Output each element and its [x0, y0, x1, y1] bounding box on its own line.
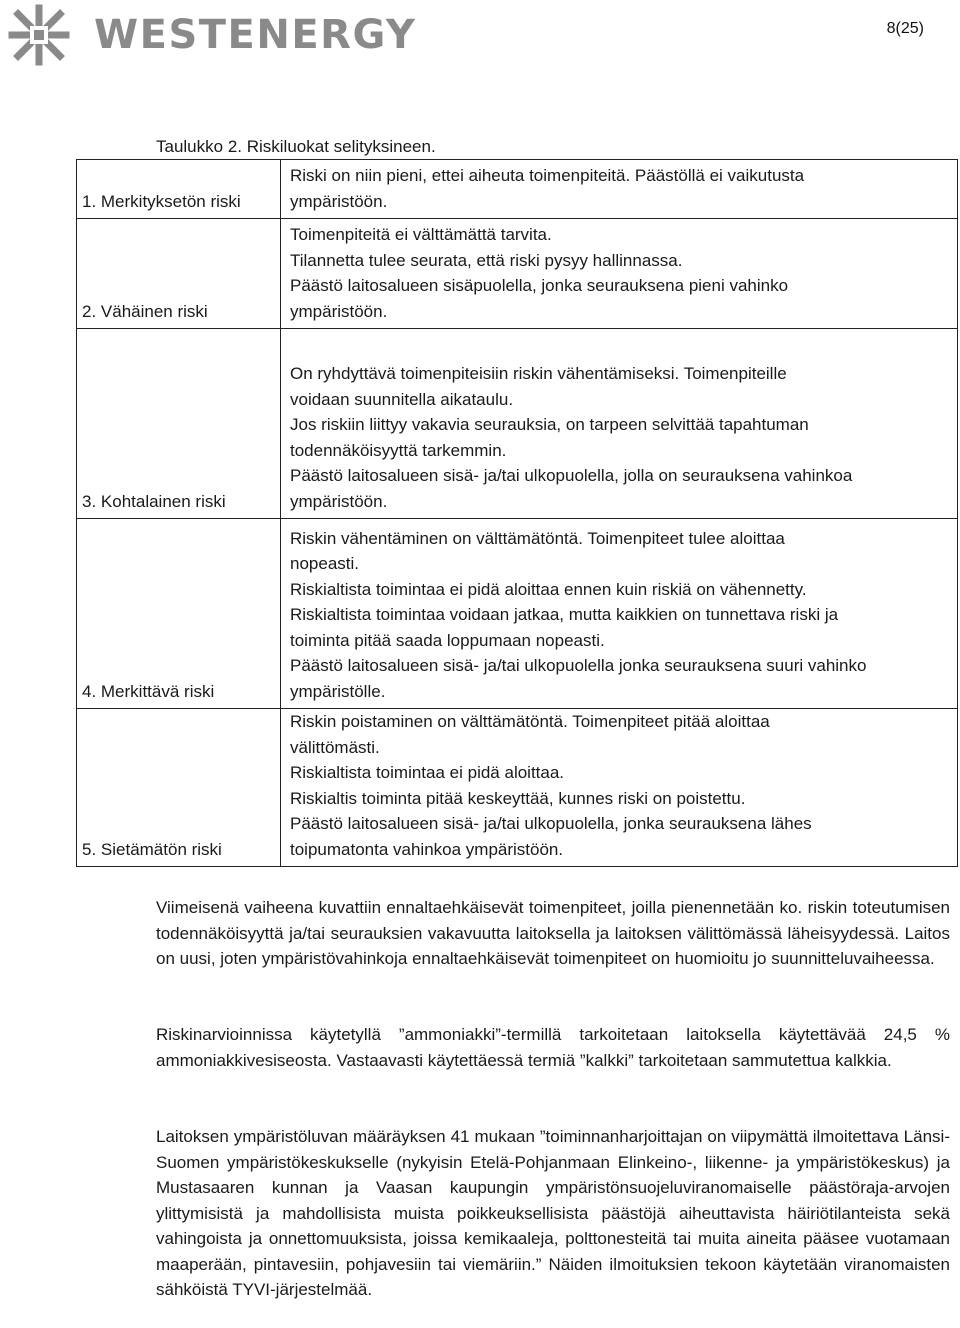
description-line: Riskialtista toimintaa voidaan jatkaa, mutta kaikkien on tunnettava riski ja	[290, 605, 839, 624]
description-line: Riskialtista toimintaa ei pidä aloittaa.	[290, 763, 565, 782]
risk-description	[281, 160, 958, 219]
risk-table	[76, 159, 958, 867]
risk-category: 2. Vähäinen riski	[77, 219, 281, 329]
description-line: Toimenpiteitä ei välttämättä tarvita.	[290, 225, 552, 244]
description-line: Riskialtis toiminta pitää keskeyttää, kunnes riski on poistettu.	[290, 788, 746, 808]
table-caption: Taulukko 2. Riskiluokat selityksineen.	[156, 137, 436, 156]
description-line: välittömästi.	[290, 737, 380, 757]
body-paragraph: Laitoksen ympäristöluvan määräyksen 41 mukaan ”toiminnanharjoittajan on viipymättä ilmoitettava Länsi-Suomen ympäristökeskukselle (nykyisin Etelä-Pohjanmaan Elinkeino-, liikenne- ja ympäristökeskus) ja Mustasaaren kunnan ja Vaasan kaupungin ympäristönsuojeluviranomaiselle päästöraja-arvojen ylittymisistä ja mahdollisista muista poikkeuksellisista päästöjä aiheuttavista häiriötilanteista sekä vahingoista ja onnettomuuksista, joissa kemikaaleja, polttonesteitä tai muita aineita pääsee vuotamaan maaperään, pintavesiin, pohjavesiin tai viemäriin.” Näiden ilmoituksien tekoon käytetään viranomaisten sähköistä TYVI-järjestelmää.	[156, 1127, 950, 1299]
description-line: ympäristöön.	[290, 301, 388, 321]
description-line: toipumatonta vahinkoa ympäristöön.	[290, 839, 564, 859]
description-line: Riskialtista toimintaa ei pidä aloittaa ennen kuin riskiä on vähennetty.	[290, 579, 807, 599]
description-line: Päästö laitosalueen sisä- ja/tai ulkopuolella, jonka seurauksena lähes	[290, 814, 812, 833]
description-line: ympäristölle.	[290, 681, 386, 701]
page-number: 8(25)	[886, 20, 924, 37]
risk-description	[281, 329, 958, 519]
table-row	[77, 219, 958, 329]
description-line: Päästö laitosalueen sisä- ja/tai ulkopuolella, jolla on seurauksena vahinkoa	[290, 466, 853, 485]
description-line: Riskin vähentäminen on välttämätöntä. Toimenpiteet tulee aloittaa	[290, 528, 785, 548]
description-line: todennäköisyyttä tarkemmin.	[290, 440, 507, 460]
description-line: ympäristöön.	[290, 191, 388, 211]
risk-category: 3. Kohtalainen riski	[77, 329, 281, 519]
risk-description	[281, 219, 958, 329]
description-line: Jos riskiin liittyy vakavia seurauksia, on tarpeen selvittää tapahtuman	[290, 415, 809, 434]
table-row	[77, 329, 958, 519]
risk-category: 4. Merkittävä riski	[77, 519, 281, 709]
risk-description	[281, 709, 958, 867]
description-line: Tilannetta tulee seurata, että riski pysyy hallinnassa.	[290, 250, 683, 270]
description-line: toiminta pitää saada loppumaan nopeasti.	[290, 630, 605, 650]
description-line: voidaan suunnitella aikataulu.	[290, 389, 514, 409]
description-line: Riskin poistaminen on välttämätöntä. Toimenpiteet pitää aloittaa	[290, 712, 770, 731]
page-header	[0, 0, 960, 70]
description-line: ympäristöön.	[290, 491, 388, 511]
risk-category: 1. Merkityksetön riski	[77, 160, 281, 219]
body-paragraph: Viimeisenä vaiheena kuvattiin ennaltaehkäisevät toimenpiteet, joilla pienennetään ko. riskin toteutumisen todennäköisyyttä ja/tai seurauksien vakavuutta laitoksella ja laitoksen välittömässä läheisyydessä. Laitos on uusi, joten ympäristövahinkoja ennaltaehkäisevät toimenpiteet on huomioitu jo suunnitteluvaiheessa.	[156, 898, 950, 968]
table-row	[77, 709, 958, 867]
body-paragraph: Riskinarvioinnissa käytetyllä ”ammoniakki”-termillä tarkoitetaan laitoksella käytettävää 24,5 % ammoniakkivesiseosta. Vastaavasti käytettäessä termiä ”kalkki” tarkoitetaan sammutettua kalkkia.	[156, 1025, 950, 1070]
description-line: Päästö laitosalueen sisä- ja/tai ulkopuolella jonka seurauksena suuri vahinko	[290, 656, 867, 675]
westenergy-logo-icon	[6, 2, 72, 68]
risk-description	[281, 519, 958, 709]
risk-category: 5. Sietämätön riski	[77, 709, 281, 867]
description-line: nopeasti.	[290, 554, 359, 573]
table-row	[77, 160, 958, 219]
description-line: On ryhdyttävä toimenpiteisiin riskin vähentämiseksi. Toimenpiteille	[290, 364, 787, 383]
description-line: Riski on niin pieni, ettei aiheuta toimenpiteitä. Päästöllä ei vaikutusta	[290, 166, 805, 185]
table-row	[77, 519, 958, 709]
description-line: Päästö laitosalueen sisäpuolella, jonka seurauksena pieni vahinko	[290, 276, 789, 295]
logo-wordmark: WESTENERGY	[94, 12, 417, 58]
